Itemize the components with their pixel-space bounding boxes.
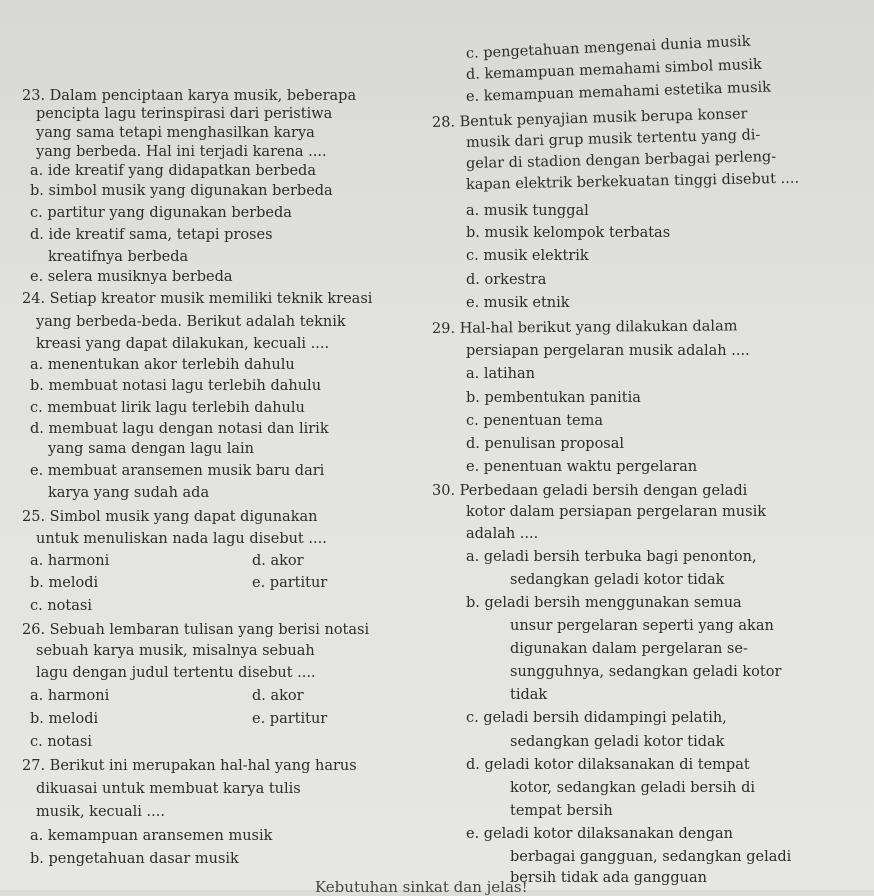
question-30-option-b-cont-3: sungguhnya, sedangkan geladi kotor [510,664,782,680]
question-24-option-b: b. membuat notasi lagu terlebih dahulu [30,378,322,394]
question-30-line-2: kotor dalam persiapan pergelaran musik [466,504,766,520]
question-25-line-1: 25. Simbol musik yang dapat digunakan [22,509,318,525]
question-28-line-1: 28. Bentuk penyajian musik berupa konser [431,106,748,131]
bottom-cut-off-text: Kebutuhan sinkat dan jelas! [315,878,528,896]
question-25-option-d: d. akor [252,553,304,569]
question-28-line-3: gelar di stadion dengan berbagai perleng- [465,148,777,172]
question-30-option-b-cont-1: unsur pergelaran seperti yang akan [510,618,774,634]
question-25-line-2: untuk menuliskan nada lagu disebut .... [36,531,327,547]
question-30-option-d-cont-2: tempat bersih [510,803,613,819]
question-28-option-b: b. musik kelompok terbatas [466,225,671,241]
question-28-option-d: d. orkestra [466,272,547,288]
question-29-option-a: a. latihan [466,366,535,382]
question-29-line-2: persiapan pergelaran musik adalah .... [466,343,750,359]
question-26-option-e: e. partitur [252,711,328,727]
question-24-option-d-cont: yang sama dengan lagu lain [48,441,255,457]
question-30-option-a: a. geladi bersih terbuka bagi penonton, [466,549,757,565]
question-30-line-1: 30. Perbedaan geladi bersih dengan geladi [432,483,748,499]
question-28-option-a: a. musik tunggal [466,203,589,219]
question-23-line-2: pencipta lagu terinspirasi dari peristiwa [36,106,333,122]
question-25-option-e: e. partitur [252,575,328,591]
question-28-option-c: c. musik elektrik [466,248,589,264]
question-26-line-1: 26. Sebuah lembaran tulisan yang berisi notasi [22,622,370,638]
question-24-option-d: d. membuat lagu dengan notasi dan lirik [30,421,329,437]
question-23-option-a: a. ide kreatif yang didapatkan berbeda [30,163,316,179]
question-28-line-2: musik dari grup musik tertentu yang di- [465,127,761,151]
question-29-option-e: e. penentuan waktu pergelaran [466,459,698,475]
question-27-option-d: d. kemampuan memahami simbol musik [465,56,763,83]
question-24-option-e-cont: karya yang sudah ada [48,485,210,501]
question-30-option-d: d. geladi kotor dilaksanakan di tempat [466,757,750,773]
question-30-line-3: adalah .... [466,526,539,542]
question-27-line-2: dikuasai untuk membuat karya tulis [36,781,301,797]
question-30-option-a-cont: sedangkan geladi kotor tidak [510,572,725,588]
question-29-option-b: b. pembentukan panitia [466,390,641,406]
question-25-option-b: b. melodi [30,575,99,591]
question-28-line-4: kapan elektrik berkekuatan tinggi disebut .... [465,170,800,193]
question-25-option-c: c. notasi [30,598,92,614]
question-23-option-c: c. partitur yang digunakan berbeda [30,205,292,221]
question-23-option-d-cont: kreatifnya berbeda [48,249,189,265]
question-30-option-c: c. geladi bersih didampingi pelatih, [466,710,727,726]
question-25-option-a: a. harmoni [30,553,110,569]
question-30-option-e-cont-2: bersih tidak ada gangguan [510,870,707,886]
question-26-option-b: b. melodi [30,711,99,727]
question-24-option-a: a. menentukan akor terlebih dahulu [30,357,295,373]
question-30-option-e-cont-1: berbagai gangguan, sedangkan geladi [510,849,792,865]
question-24-line-2: yang berbeda-beda. Berikut adalah teknik [36,314,346,330]
question-23-option-e: e. selera musiknya berbeda [30,269,233,285]
question-30-option-b-cont-2: digunakan dalam pergelaran se- [510,641,748,657]
question-29-option-d: d. penulisan proposal [466,436,625,452]
question-23-option-b: b. simbol musik yang digunakan berbeda [30,183,333,199]
question-23-line-3: yang sama tetapi menghasilkan karya [36,125,315,141]
question-27-option-e: e. kemampuan memahami estetika musik [465,79,772,105]
question-30-option-e: e. geladi kotor dilaksanakan dengan [466,826,733,842]
question-26-option-c: c. notasi [30,734,92,750]
question-30-option-d-cont-1: kotor, sedangkan geladi bersih di [510,780,755,796]
question-27-option-a: a. kemampuan aransemen musik [30,828,273,844]
question-24-line-3: kreasi yang dapat dilakukan, kecuali .... [36,336,330,352]
question-23-option-d: d. ide kreatif sama, tetapi proses [30,227,273,243]
question-26-line-3: lagu dengan judul tertentu disebut .... [36,665,316,681]
question-29-line-1: 29. Hal-hal berikut yang dilakukan dalam [431,318,738,337]
question-30-option-b: b. geladi bersih menggunakan semua [466,595,742,611]
question-27-line-1: 27. Berikut ini merupakan hal-hal yang harus [22,758,357,774]
question-24-option-e: e. membuat aransemen musik baru dari [30,463,325,479]
question-29-option-c: c. penentuan tema [466,413,604,429]
question-26-line-2: sebuah karya musik, misalnya sebuah [36,643,315,659]
question-27-option-b: b. pengetahuan dasar musik [30,851,239,867]
question-23-line-1: 23. Dalam penciptaan karya musik, beberapa [22,88,357,104]
question-23-line-4: yang berbeda. Hal ini terjadi karena .... [36,144,327,160]
question-24-option-c: c. membuat lirik lagu terlebih dahulu [30,400,305,416]
question-30-option-b-cont-4: tidak [510,687,548,703]
question-24-line-1: 24. Setiap kreator musik memiliki teknik kreasi [22,291,373,307]
question-30-option-c-cont: sedangkan geladi kotor tidak [510,734,725,750]
question-26-option-a: a. harmoni [30,688,110,704]
question-27-line-3: musik, kecuali .... [36,804,165,820]
question-28-option-e: e. musik etnik [466,295,570,311]
question-26-option-d: d. akor [252,688,304,704]
question-27-option-c: c. pengetahuan mengenai dunia musik [465,33,751,62]
